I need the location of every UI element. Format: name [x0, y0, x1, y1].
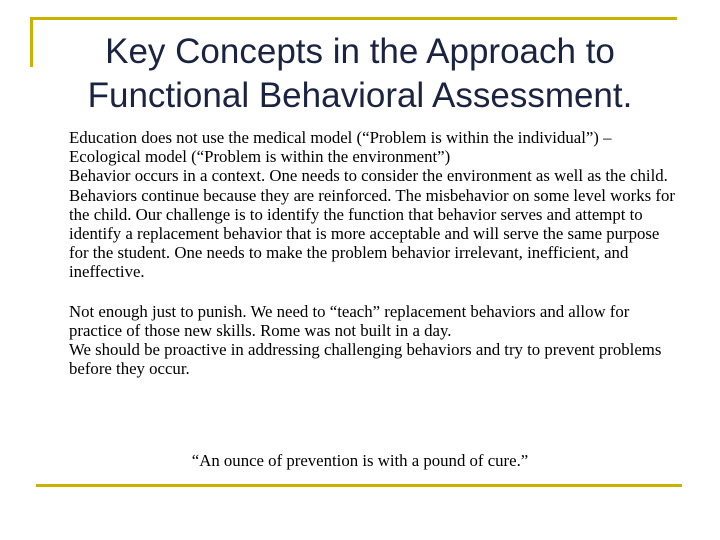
paragraph-medical-model: Education does not use the medical model (“Problem is within the individual”) – Ecological model (“Problem is within the environment”) — [69, 128, 612, 167]
left-accent-rule — [30, 17, 33, 67]
title-line-1: Key Concepts in the Approach to — [105, 32, 615, 71]
title-line-2: Functional Behavioral Assessment. — [87, 76, 633, 115]
paragraph-reinforcement: Behaviors continue because they are reinforced. The misbehavior on some level works for the child. Our challenge is to identify the function that behavior serves and attempt to identify a replacement behavior that is more acceptable and will serve the same purpose for the student. One needs to make the problem behavior irrelevant, inefficient, and ineffective. — [69, 185, 675, 282]
top-accent-rule — [31, 17, 677, 20]
paragraph-teach: Not enough just to punish. We need to “teach” replacement behaviors and allow for practice of those new skills. Rome was not built in a day. — [69, 301, 630, 340]
slide-title — [40, 30, 680, 118]
slide-body — [69, 128, 679, 378]
bottom-accent-rule — [36, 484, 682, 487]
paragraph-gap — [69, 282, 679, 302]
closing-quote: “An ounce of prevention is with a pound of cure.” — [191, 451, 529, 470]
paragraph-proactive: We should be proactive in addressing challenging behaviors and try to prevent problems before they occur. — [69, 340, 662, 379]
paragraph-context: Behavior occurs in a context. One needs to consider the environment as well as the child. — [69, 166, 668, 186]
